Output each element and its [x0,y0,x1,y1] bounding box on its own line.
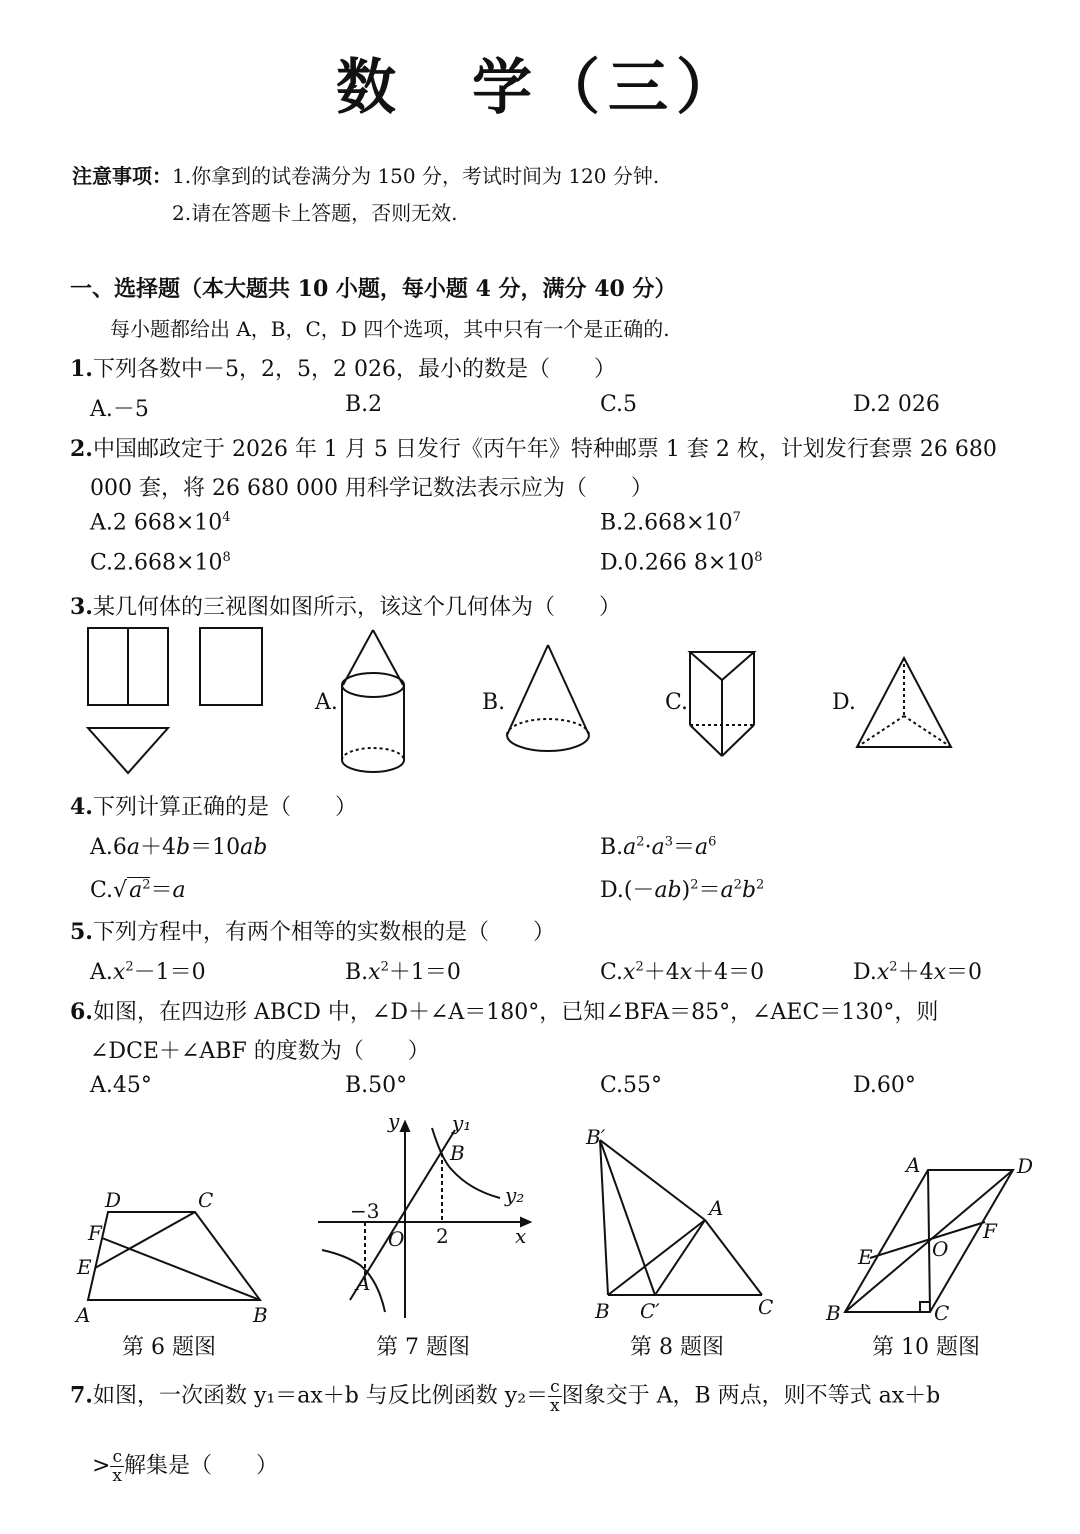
fig6-caption: 第 6 题图 [122,1335,216,1360]
fig7-label-neg3: −3 [350,1199,380,1223]
q6-option-a: A.45° [90,1073,152,1098]
fig10-label-c: C [934,1301,950,1325]
q2-option-a: A.2 $668\times 10^4$ [90,510,231,536]
fig7-label-y1: y₁ [452,1111,472,1135]
figure-8 [600,1140,762,1295]
q4-option-d: $D.(-ab)^2=a^2b^2$ [600,877,765,903]
q1-option-d: D.2 026 [853,392,940,417]
fig7-label-2: 2 [436,1224,449,1248]
notice-item-2: 2.请在答题卡上答题，否则无效. [172,201,458,225]
q3-label-a: A. [315,690,338,715]
fig6-label-d: D [105,1188,122,1212]
fig8-caption: 第 8 题图 [630,1335,724,1360]
q7-fraction-2: $\frac{c}{x}$ [112,1447,122,1486]
fig10-label-d: D [1017,1154,1034,1178]
q6-option-d: D.60° [853,1073,916,1098]
fig6-label-a: A [76,1303,91,1327]
question-1: 1.下列各数中－5，2，5，2 026，最小的数是（ ） [70,356,616,382]
question-6: 6.如图，在四边形 ABCD 中，∠D＋∠A＝180°，已知∠BFA＝85°，∠AEC＝130°，则 [70,999,939,1025]
fig7-label-x: x [515,1224,527,1248]
fig7-label-y2: y₂ [505,1183,525,1207]
q6-option-c: C.55° [600,1073,663,1098]
question-7-line-2: > $\frac{c}{x}$ 解集是（ ） [92,1447,278,1486]
question-4: 4.下列计算正确的是（ ） [70,794,357,820]
section-intro: 每小题都给出 A，B，C，D 四个选项，其中只有一个是正确的. [110,317,670,341]
q4-option-c: $C.√a^2=a$ [90,877,186,903]
question-7: 7.如图，一次函数 y₁＝ax＋b 与反比例函数 y₂＝ $\frac{c}{x}$ 图象交于 A，B 两点，则不等式 ax＋b [70,1377,941,1416]
q2-option-d: D.0.266 $8\times 10^8$ [600,550,763,576]
q5-option-d: $D.x^2+4x=0$ [853,959,982,985]
fig10-label-e: E [858,1245,873,1269]
question-2: 2.中国邮政定于 2026 年 1 月 5 日发行《丙午年》特种邮票 1 套 2 枚，计划发行套票 26 680 [70,436,997,462]
question-6-line-2: ∠DCE＋∠ABF 的度数为（ ） [90,1039,430,1064]
fig7-label-o: O [388,1227,405,1251]
fig7-label-y: y [388,1109,400,1133]
page-title: 数 学（三） [336,53,744,123]
fig8-label-cprime: C′ [640,1299,660,1323]
question-5: 5.下列方程中，有两个相等的实数根的是（ ） [70,919,555,945]
notice-item-1: 1.你拿到的试卷满分为 150 分，考试时间为 120 分钟. [172,164,660,188]
fig7-label-a: A [356,1271,371,1295]
q4-option-b: $B.a^2\cdot a^3=a^6$ [600,834,717,860]
fig6-label-e: E [77,1255,92,1279]
q4-option-a: A.6a＋4b＝10ab [90,835,268,860]
section-heading: 一、选择题（本大题共 10 小题，每小题 4 分，满分 40 分） [70,276,677,302]
q2-option-b: $B.2.668\times 10^7$ [600,510,741,536]
q5-option-a: $A.x^2-1=0$ [90,959,206,985]
q5-option-c: $C.x^2+4x+4=0$ [600,959,765,985]
q7-fraction-1: $\frac{c}{x}$ [550,1377,560,1416]
q1-option-c: C.5 [600,392,638,417]
fig6-label-c: C [198,1188,214,1212]
fig8-label-c: C [758,1295,774,1319]
q5-option-b: $B.x^2+1=0$ [345,959,461,985]
q3-label-d: D. [832,690,856,715]
fig6-label-f: F [88,1221,102,1245]
q3-label-c: C. [665,690,689,715]
fig8-label-b: B [595,1299,610,1323]
question-2-line-2: 000 套，将 26 680 000 用科学记数法表示应为（ ） [90,476,653,501]
q1-option-b: B.2 [345,392,383,417]
q1-option-a: A.－5 [90,397,149,422]
fig8-label-bprime: B′ [586,1125,606,1149]
q2-option-c: $C.2.668\times 10^8$ [90,550,231,576]
fig10-label-a: A [906,1153,921,1177]
fig8-label-a: A [709,1196,724,1220]
fig10-label-o: O [932,1237,949,1261]
fig6-label-b: B [253,1303,268,1327]
fig10-label-f: F [983,1219,997,1243]
fig7-label-b: B [450,1141,465,1165]
notice-label: 注意事项： [72,164,172,188]
q3-label-b: B. [482,690,506,715]
figure-6 [88,1212,260,1300]
fig10-label-b: B [826,1301,841,1325]
q6-option-b: B.50° [345,1073,408,1098]
fig10-caption: 第 10 题图 [872,1335,980,1360]
fig7-caption: 第 7 题图 [376,1335,470,1360]
question-3: 3.某几何体的三视图如图所示，该这个几何体为（ ） [70,594,621,620]
